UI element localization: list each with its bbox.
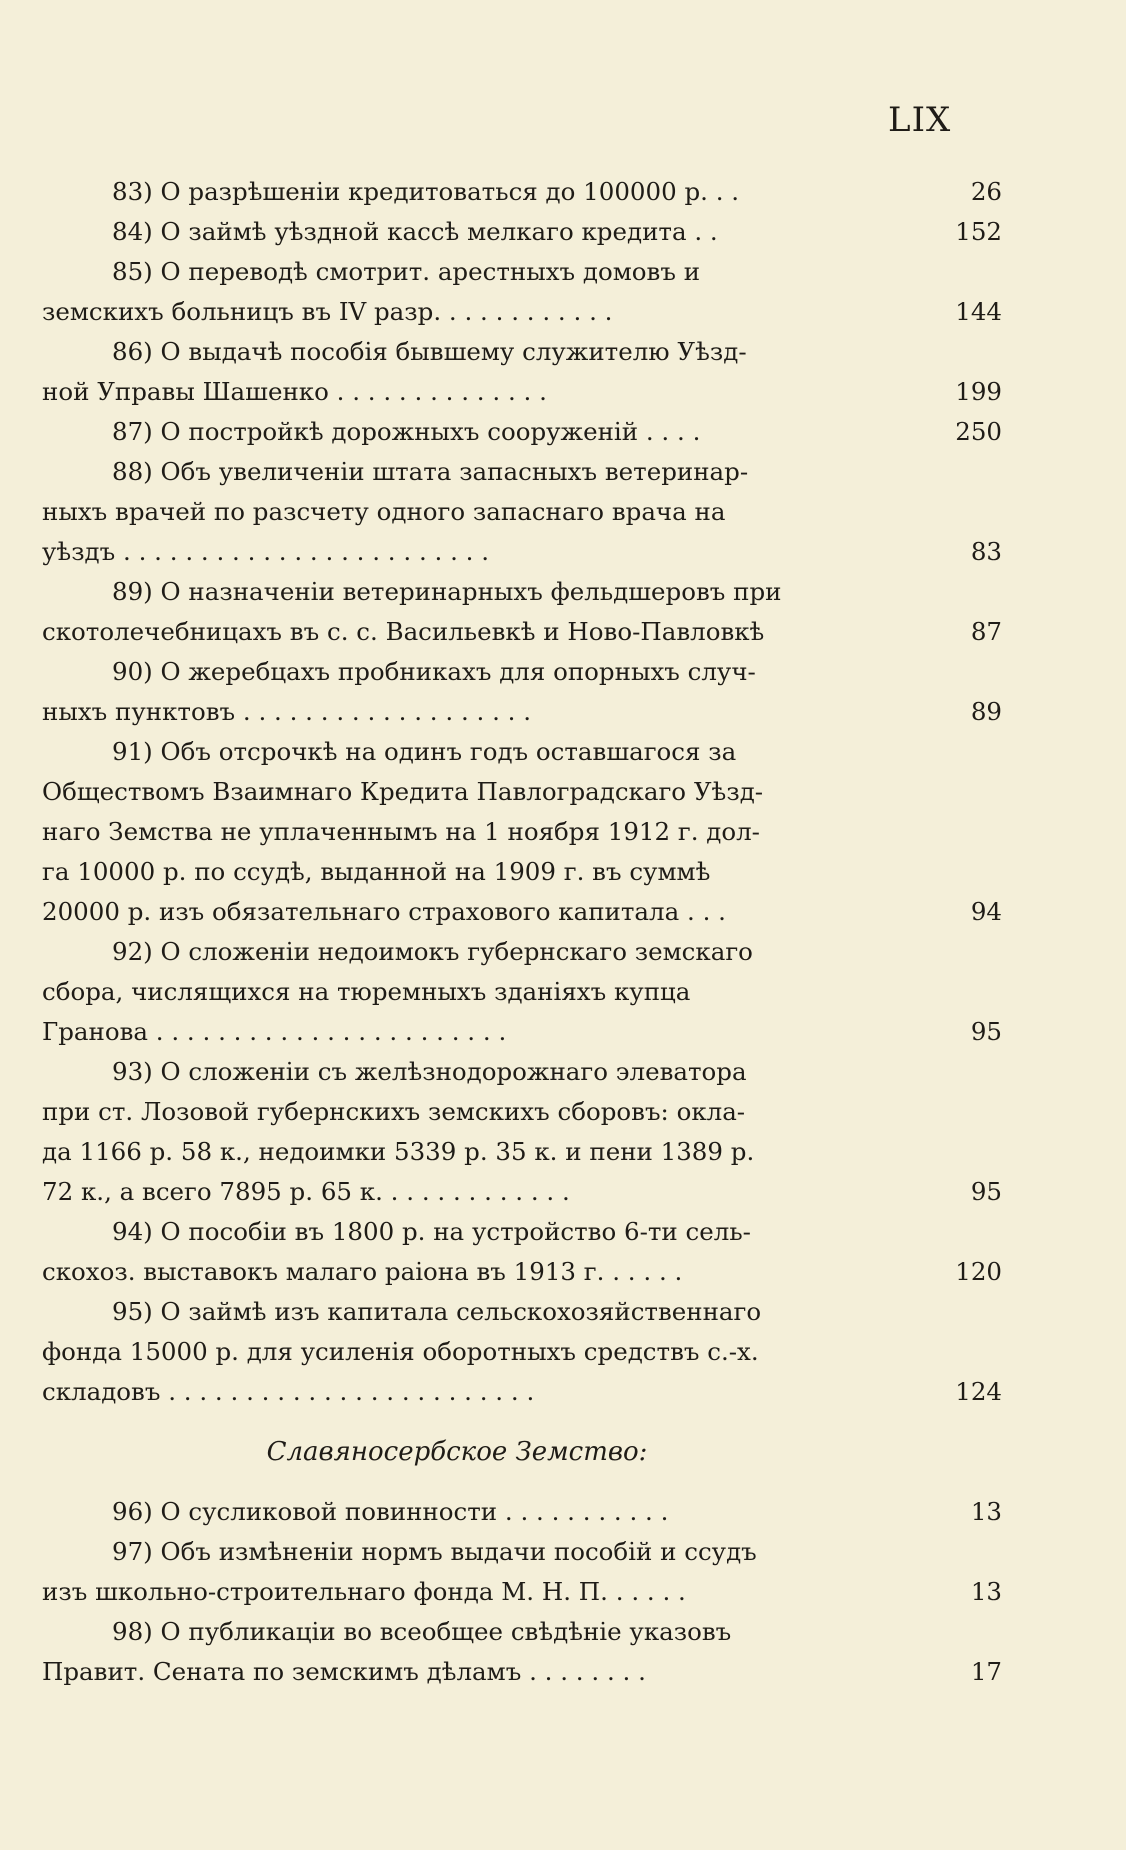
toc-entry	[42, 572, 1002, 652]
entry-text: 20000 р. изъ обязательнаго страхового капитала . . .	[42, 897, 726, 926]
entry-text: ной Управы Шашенко . . . . . . . . . . . . . .	[42, 377, 547, 406]
entry-text: скотолечебницахъ въ с. с. Васильевкѣ и Ново-Павловкѣ	[42, 617, 765, 646]
entry-page-number: 94	[970, 897, 1002, 926]
entry-line	[42, 452, 1002, 492]
entry-page-number: 26	[970, 177, 1002, 206]
toc-entry	[42, 212, 1002, 252]
entry-line	[42, 1012, 1002, 1052]
entry-line	[42, 1652, 1002, 1692]
entry-line	[42, 972, 1002, 1012]
entry-text: Обществомъ Взаимнаго Кредита Павлоградскаго Уѣзд-	[42, 777, 764, 806]
entry-text: 72 к., а всего 7895 р. 65 к. . . . . . . . . . . . .	[42, 1177, 570, 1206]
entry-page-number: 124	[955, 1377, 1002, 1406]
entry-line	[42, 1172, 1002, 1212]
entry-text: уѣздъ . . . . . . . . . . . . . . . . . . . . . . . .	[42, 537, 490, 566]
entry-line	[42, 212, 1002, 252]
toc-entry	[42, 1292, 1002, 1412]
page-number: LIX	[888, 100, 952, 140]
entry-text: 91) Объ отсрочкѣ на одинъ годъ оставшагося за	[112, 737, 737, 766]
entry-text: 97) Объ измѣненіи нормъ выдачи пособій и ссудъ	[112, 1537, 757, 1566]
entry-line	[42, 1492, 1002, 1532]
entries-group-a	[42, 172, 1002, 1412]
entry-text: фонда 15000 р. для усиленія оборотныхъ средствъ с.-х.	[42, 1337, 759, 1366]
entry-page-number: 120	[955, 1257, 1002, 1286]
entry-page-number: 13	[970, 1497, 1002, 1526]
entry-page-number: 87	[970, 617, 1002, 646]
entry-text: 89) О назначеніи ветеринарныхъ фельдшеровъ при	[112, 577, 782, 606]
entry-line	[42, 1052, 1002, 1092]
entry-line	[42, 1332, 1002, 1372]
toc-entry	[42, 252, 1002, 332]
entry-text: 94) О пособіи въ 1800 р. на устройство 6-ти сель-	[112, 1217, 751, 1246]
entry-text: 93) О сложеніи съ желѣзнодорожнаго элеватора	[112, 1057, 747, 1086]
entry-line	[42, 1572, 1002, 1612]
toc-entry	[42, 452, 1002, 572]
entry-line	[42, 1212, 1002, 1252]
entry-text: 90) О жеребцахъ пробникахъ для опорныхъ случ-	[112, 657, 756, 686]
entry-text: складовъ . . . . . . . . . . . . . . . . . . . . . . . .	[42, 1377, 535, 1406]
entry-line	[42, 292, 1002, 332]
entry-line	[42, 572, 1002, 612]
entry-line	[42, 532, 1002, 572]
toc-entry	[42, 1052, 1002, 1212]
entry-text: 95) О займѣ изъ капитала сельскохозяйственнаго	[112, 1297, 762, 1326]
entry-page-number: 17	[970, 1657, 1002, 1686]
entry-line	[42, 412, 1002, 452]
entry-page-number: 89	[970, 697, 1002, 726]
entry-text: га 10000 р. по ссудѣ, выданной на 1909 г. въ суммѣ	[42, 857, 711, 886]
entry-page-number: 199	[955, 377, 1002, 406]
entry-line	[42, 492, 1002, 532]
entry-line	[42, 1292, 1002, 1332]
entry-text: 84) О займѣ уѣздной кассѣ мелкаго кредита . .	[112, 217, 718, 246]
entry-page-number: 83	[970, 537, 1002, 566]
entry-text: 86) О выдачѣ пособія бывшему служителю Уѣзд-	[112, 337, 747, 366]
entry-line	[42, 1132, 1002, 1172]
entry-line	[42, 1092, 1002, 1132]
entry-line	[42, 652, 1002, 692]
entry-line	[42, 932, 1002, 972]
entry-text: да 1166 р. 58 к., недоимки 5339 р. 35 к. и пени 1389 р.	[42, 1137, 755, 1166]
entry-line	[42, 732, 1002, 772]
toc-entry	[42, 932, 1002, 1052]
entry-page-number: 95	[970, 1177, 1002, 1206]
entry-line	[42, 172, 1002, 212]
entry-text: ныхъ врачей по разсчету одного запаснаго врача на	[42, 497, 726, 526]
toc-entry	[42, 732, 1002, 932]
entry-line	[42, 1532, 1002, 1572]
entry-text: 83) О разрѣшеніи кредитоваться до 100000 р. . .	[112, 177, 740, 206]
toc-entry	[42, 1612, 1002, 1692]
entry-text: 85) О переводѣ смотрит. арестныхъ домовъ и	[112, 257, 701, 286]
entry-text: скохоз. выставокъ малаго раіона въ 1913 г. . . . . .	[42, 1257, 683, 1286]
toc-entry	[42, 1532, 1002, 1612]
entry-line	[42, 612, 1002, 652]
entry-page-number: 250	[955, 417, 1002, 446]
entry-text: Гранова . . . . . . . . . . . . . . . . . . . . . . .	[42, 1017, 507, 1046]
toc-entry	[42, 652, 1002, 732]
entry-line	[42, 852, 1002, 892]
entry-line	[42, 1252, 1002, 1292]
entry-line	[42, 1372, 1002, 1412]
entry-text: ныхъ пунктовъ . . . . . . . . . . . . . . . . . . .	[42, 697, 532, 726]
toc-entry	[42, 412, 1002, 452]
entry-text: 88) Объ увеличеніи штата запасныхъ ветеринар-	[112, 457, 749, 486]
entry-line	[42, 692, 1002, 732]
entry-line	[42, 252, 1002, 292]
table-of-contents	[42, 172, 1002, 1692]
toc-entry	[42, 172, 1002, 212]
entry-text: при ст. Лозовой губернскихъ земскихъ сборовъ: окла-	[42, 1097, 746, 1126]
entry-text: Правит. Сената по земскимъ дѣламъ . . . . . . . .	[42, 1657, 646, 1686]
entry-page-number: 152	[955, 217, 1002, 246]
entry-line	[42, 772, 1002, 812]
section-title: Славяносербское Земство:	[266, 1437, 648, 1467]
entry-line	[42, 812, 1002, 852]
entry-page-number: 95	[970, 1017, 1002, 1046]
entry-text: 87) О постройкѣ дорожныхъ сооруженій . . . .	[112, 417, 701, 446]
entry-text: 96) О сусликовой повинности . . . . . . . . . . .	[112, 1497, 669, 1526]
entry-text: 92) О сложеніи недоимокъ губернскаго земскаго	[112, 937, 753, 966]
entry-text: наго Земства не уплаченнымъ на 1 ноября 1912 г. дол-	[42, 817, 760, 846]
entry-page-number: 144	[955, 297, 1002, 326]
entry-line	[42, 1612, 1002, 1652]
entry-text: сбора, числящихся на тюремныхъ зданіяхъ купца	[42, 977, 691, 1006]
entry-text: земскихъ больницъ въ IV разр. . . . . . . . . . . .	[42, 297, 613, 326]
toc-entry	[42, 1212, 1002, 1292]
entry-page-number: 13	[970, 1577, 1002, 1606]
toc-entry	[42, 1492, 1002, 1532]
entry-line	[42, 892, 1002, 932]
entries-group-b	[42, 1492, 1002, 1692]
entry-text: 98) О публикаціи во всеобщее свѣдѣніе указовъ	[112, 1617, 732, 1646]
entry-text: изъ школьно-строительнаго фонда М. Н. П. . . . . .	[42, 1577, 686, 1606]
toc-entry	[42, 332, 1002, 412]
entry-line	[42, 372, 1002, 412]
entry-line	[42, 332, 1002, 372]
